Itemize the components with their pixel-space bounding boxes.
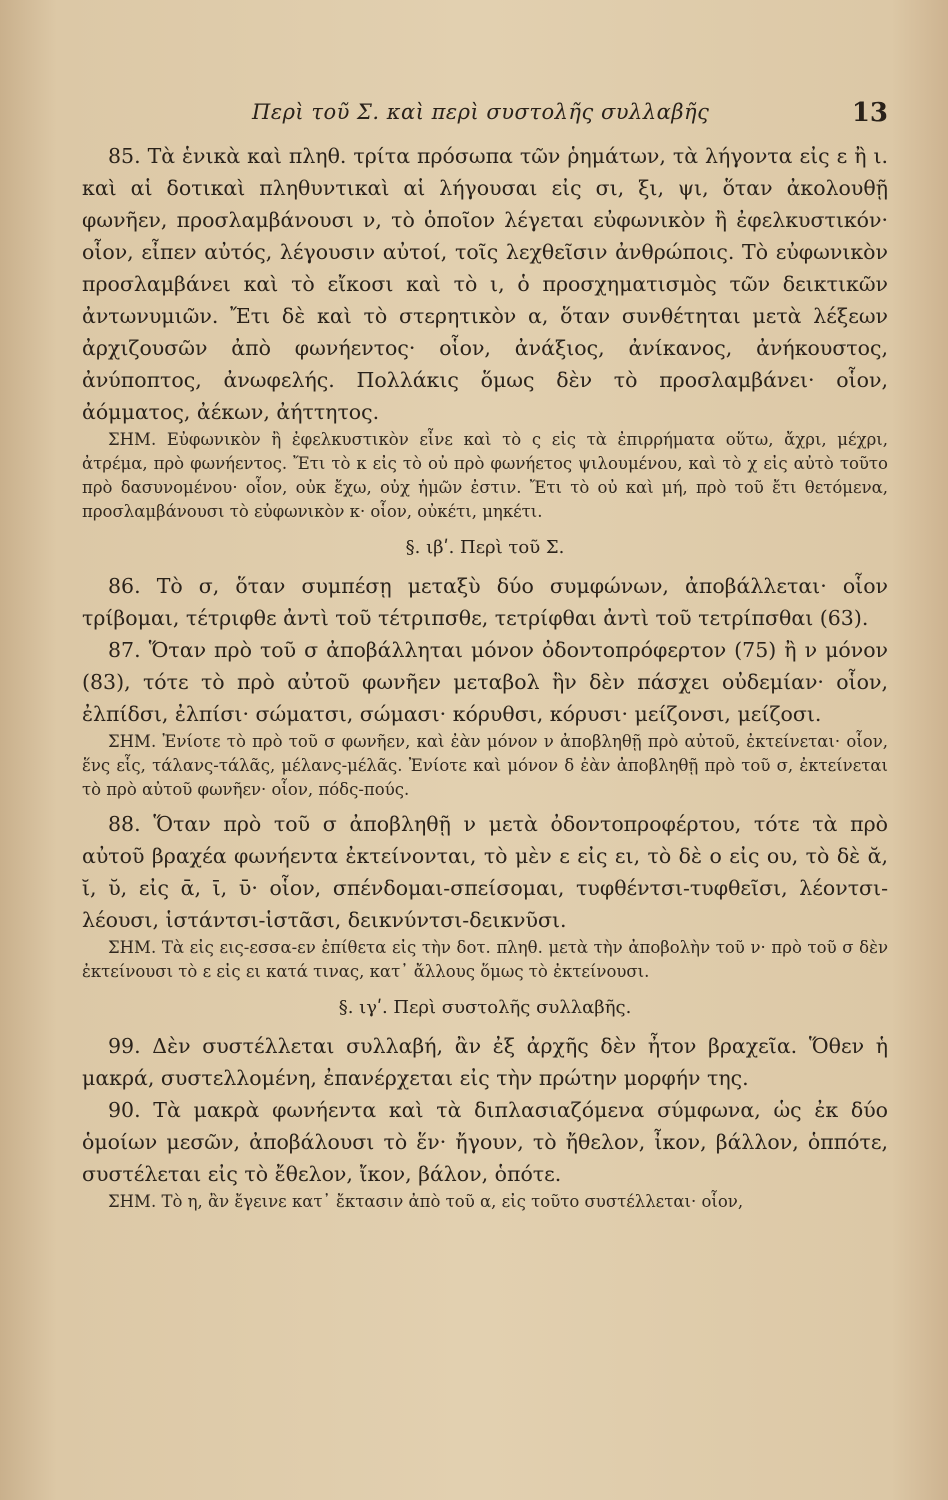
- paragraph-85: 85. Τὰ ἑνικὰ καὶ πληθ. τρίτα πρόσωπα τῶν ῥημάτων, τὰ λήγοντα εἰς ε ἢ ι. καὶ αἱ δοτικαὶ πληθυντικαὶ αἱ λήγουσαι εἰς σι, ξι, ψι, ὅταν ἀκολουθῇ φωνῆεν, προσλαμβάνουσι ν, τὸ ὁποῖον λέγεται εὐφωνικὸν ἢ ἐφελκυστικόν· οἷον, εἶπεν αὐτός, λέγουσιν αὐτοί, τοῖς λεχθεῖσιν ἀνθρώποις. Τὸ εὐφωνικὸν προσλαμβάνει καὶ τὸ εἴκοσι καὶ τὸ ι, ὁ προσχηματισμὸς τῶν δεικτικῶν ἀντωνυμιῶν. Ἔτι δὲ καὶ τὸ στερητικὸν α, ὅταν συνθέτηται μετὰ λέξεων ἀρχιζουσῶν ἀπὸ φωνήεντος· οἷον, ἀνάξιος, ἀνίκανος, ἀνήκουστος, ἀνύποπτος, ἀνωφελής. Πολλάκις ὅμως δὲν τὸ προσλαμβάνει· οἷον, ἀόμματος, ἀέκων, ἀήττητος.: [82, 144, 888, 424]
- section-title-ig: §. ιγʹ. Περὶ συστολῆς συλλαβῆς.: [338, 997, 632, 1018]
- page-number: 13: [851, 98, 888, 128]
- paragraph-86: 86. Τὸ σ, ὅταν συμπέσῃ μεταξὺ δύο συμφώνων, ἀποβάλλεται· οἷον τρίβομαι, τέτριφθε ἀντὶ τοῦ τέτριπσθε, τετρίφθαι ἀντὶ τοῦ τετρίπσθαι (63).: [82, 574, 888, 630]
- note-87: ΣΗΜ. Ἐνίοτε τὸ πρὸ τοῦ σ φωνῆεν, καὶ ἐὰν μόνον ν ἀποβληθῇ πρὸ αὐτοῦ, ἐκτείνεται· οἷον, ἕνς εἷς, τάλανς-τάλᾶς, μέλανς-μέλᾶς. Ἐνίοτε καὶ μόνον δ ἐὰν ἀποβληθῇ πρὸ τοῦ σ, ἐκτείνεται τὸ πρὸ αὐτοῦ φωνῆεν· οἷον, πόδς-πούς.: [82, 732, 888, 799]
- paragraph-90: 90. Τὰ μακρὰ φωνήεντα καὶ τὰ διπλασιαζόμενα σύμφωνα, ὡς ἐκ δύο ὁμοίων μεσῶν, ἀποβάλουσι τὸ ἕν· ἤγουν, τὸ ἤθελον, ἶκον, βάλλον, ὁππότε, συστέλεται εἰς τὸ ἔθελον, ἴκον, βάλον, ὁπότε.: [82, 1098, 888, 1186]
- page-header: [82, 100, 888, 140]
- paragraph-87: 87. Ὅταν πρὸ τοῦ σ ἀποβάλληται μόνον ὀδοντοπρόφερτον (75) ἢ ν μόνον (83), τότε τὸ πρὸ αὐτοῦ φωνῆεν μεταβολ ἣν δὲν πάσχει οὐδεμίαν· οἷον, ἐλπίδσι, ἐλπίσι· σώματσι, σώμασι· κόρυθσι, κόρυσι· μείζονσι, μείζοσι.: [82, 638, 888, 726]
- note-85: ΣΗΜ. Εὐφωνικὸν ἢ ἐφελκυστικὸν εἶνε καὶ τὸ ς εἰς τὰ ἐπιρρήματα οὕτω, ἄχρι, μέχρι, ἀτρέμα, πρὸ φωνήεντος. Ἔτι τὸ κ εἰς τὸ οὐ πρὸ φωνήετος ψιλουμένου, καὶ τὸ χ εἰς αὐτὸ τοῦτο πρὸ δασυνομένου· οἷον, οὐκ ἔχω, οὐχ ἡμῶν ἐστιν. Ἔτι τὸ οὐ καὶ μή, πρὸ τοῦ ἔτι θετόμενα, προσλαμβάνουσι τὸ εὐφωνικὸν κ· οἷον, οὐκέτι, μηκέτι.: [82, 430, 888, 521]
- running-head: Περὶ τοῦ Σ. καὶ περὶ συστολῆς συλλαβῆς: [252, 100, 710, 124]
- section-title-ib: §. ιβʹ. Περὶ τοῦ Σ.: [405, 537, 565, 558]
- paragraph-99: 99. Δὲν συστέλλεται συλλαβή, ἂν ἐξ ἀρχῆς δὲν ἦτον βραχεῖα. Ὅθεν ἡ μακρά, συστελλομένη, ἐπανέρχεται εἰς τὴν πρώτην μορφήν της.: [82, 1034, 888, 1090]
- note-90: ΣΗΜ. Τὸ η, ἂν ἔγεινε κατ᾽ ἔκτασιν ἀπὸ τοῦ α, εἰς τοῦτο συστέλλεται· οἷον,: [108, 1192, 744, 1211]
- paragraph-88: 88. Ὅταν πρὸ τοῦ σ ἀποβληθῇ ν μετὰ ὀδοντοπροφέρτου, τότε τὰ πρὸ αὐτοῦ βραχέα φωνήεντα ἐκτείνονται, τὸ μὲν ε εἰς ει, τὸ δὲ ο εἰς ου, τὸ δὲ ᾰ, ῐ, ῠ, εἰς ᾱ, ῑ, ῡ· οἷον, σπένδομαι-σπείσομαι, τυφθέντσι-τυφθεῖσι, λέοντσι-λέουσι, ἱστάντσι-ἱστᾶσι, δεικνύντσι-δεικνῦσι.: [82, 812, 888, 932]
- note-88: ΣΗΜ. Τὰ εἰς εις-εσσα-εν ἐπίθετα εἰς τὴν δοτ. πληθ. μετὰ τὴν ἀποβολὴν τοῦ ν· πρὸ τοῦ σ δὲν ἐκτείνουσι τὸ ε εἰς ει κατά τινας, κατ᾽ ἄλλους ὅμως τὸ ἐκτείνουσι.: [82, 938, 888, 981]
